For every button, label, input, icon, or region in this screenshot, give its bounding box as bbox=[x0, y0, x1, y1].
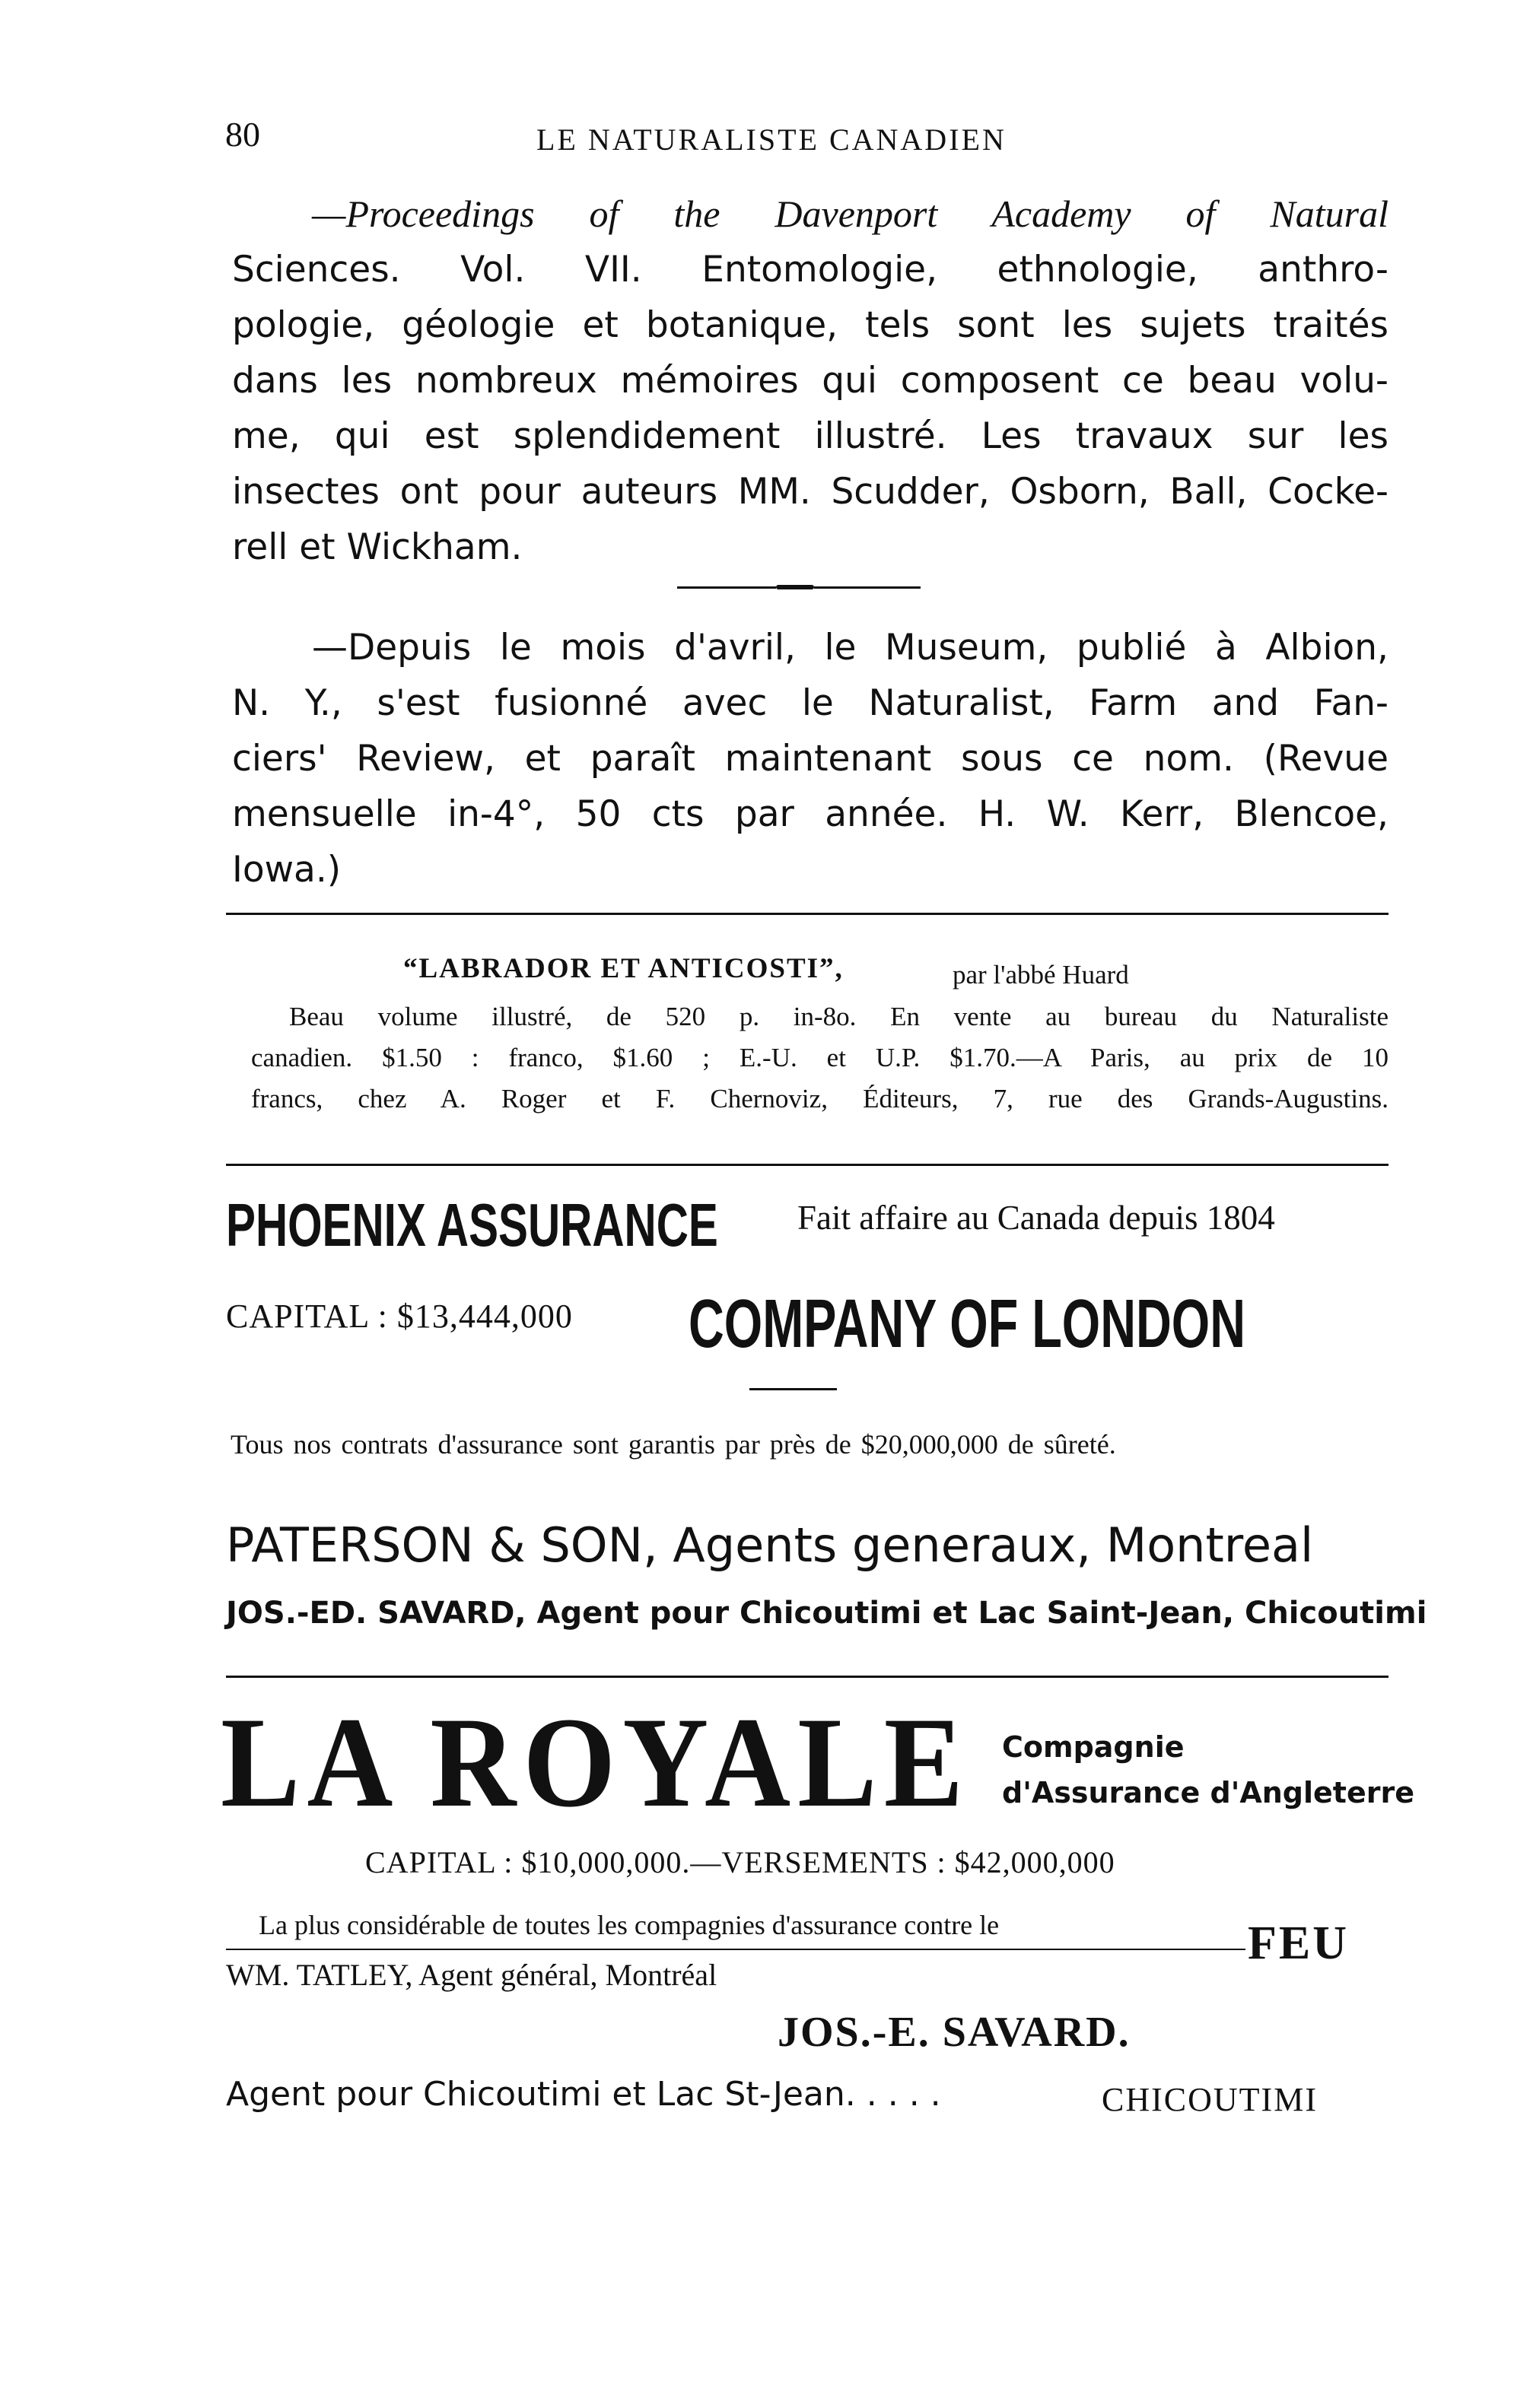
text-line: mensuelle in-4°, 50 cts par année. H. W. Kerr, Blencoe, bbox=[232, 793, 1388, 835]
text-line: —Depuis le mois d'avril, le Museum, publié à Albion, bbox=[312, 627, 1388, 669]
text-line: Iowa.) bbox=[232, 849, 342, 891]
phoenix-agents: PATERSON & SON, Agents generaux, Montreal bbox=[226, 1517, 1314, 1573]
text-line: Sciences. Vol. VII. Entomologie, ethnologie, anthro- bbox=[232, 249, 1388, 291]
section-rule bbox=[226, 1676, 1388, 1678]
royale-savard: JOS.-E. SAVARD. bbox=[778, 2009, 1131, 2056]
paragraph-museum bbox=[232, 620, 1388, 897]
paragraph-davenport bbox=[232, 186, 1388, 575]
labrador-description bbox=[251, 996, 1388, 1120]
phoenix-local-agent: JOS.-ED. SAVARD, Agent pour Chicoutimi et Lac Saint-Jean, Chicoutimi bbox=[226, 1596, 1427, 1631]
phoenix-capital: CAPITAL : $13,444,000 bbox=[226, 1298, 573, 1335]
royale-capital: CAPITAL : $10,000,000.—VERSEMENTS : $42,000,000 bbox=[365, 1845, 1115, 1879]
section-rule bbox=[226, 1164, 1388, 1166]
royale-general-agent: WM. TATLEY, Agent général, Montréal bbox=[226, 1958, 717, 1992]
section-rule bbox=[226, 913, 1388, 915]
royale-feu: FEU bbox=[1248, 1917, 1349, 1969]
phoenix-name: PHOENIX ASSURANCE bbox=[226, 1191, 718, 1259]
text-line: pologie, géologie et botanique, tels sont les sujets traités bbox=[232, 304, 1388, 346]
labrador-title: “LABRADOR ET ANTICOSTI”, bbox=[403, 953, 844, 984]
text-line: canadien. $1.50 : franco, $1.60 ; E.-U. et U.P. $1.70.—A Paris, au prix de 10 bbox=[251, 1043, 1388, 1072]
royale-agent-line: Agent pour Chicoutimi et Lac St-Jean. . . . . bbox=[226, 2075, 941, 2114]
text-line: rell et Wickham. bbox=[232, 526, 523, 568]
tagline-underline bbox=[226, 1949, 1245, 1950]
text-line: —Proceedings of the Davenport Academy of Natural bbox=[312, 192, 1388, 235]
text-line: insectes ont pour auteurs MM. Scudder, Osborn, Ball, Cocke- bbox=[232, 471, 1388, 513]
text-line: dans les nombreux mémoires qui composent ce beau volu- bbox=[232, 360, 1388, 402]
page-number: 80 bbox=[225, 115, 260, 154]
royale-subtitle-1: Compagnie bbox=[1002, 1730, 1185, 1764]
phoenix-company: COMPANY OF LONDON bbox=[689, 1286, 1246, 1362]
text-line: N. Y., s'est fusionné avec le Naturalist, Farm and Fan- bbox=[232, 682, 1388, 724]
phoenix-guarantee: Tous nos contrats d'assurance sont garantis par près de $20,000,000 de sûreté. bbox=[231, 1429, 1116, 1460]
text-line: ciers' Review, et paraît maintenant sous ce nom. (Revue bbox=[232, 738, 1388, 780]
running-title: LE NATURALISTE CANADIEN bbox=[536, 122, 1007, 157]
short-rule bbox=[749, 1388, 837, 1390]
labrador-byline: par l'abbé Huard bbox=[953, 960, 1129, 990]
ornament-divider bbox=[677, 585, 921, 589]
text-line: francs, chez A. Roger et F. Chernoviz, Éditeurs, 7, rue des Grands-Augustins. bbox=[251, 1084, 1388, 1113]
phoenix-since: Fait affaire au Canada depuis 1804 bbox=[797, 1199, 1275, 1237]
royale-city: CHICOUTIMI bbox=[1102, 2081, 1318, 2118]
royale-name: LA ROYALE bbox=[221, 1691, 971, 1834]
text-line: Beau volume illustré, de 520 p. in-8o. En vente au bureau du Naturaliste bbox=[289, 1002, 1388, 1031]
royale-tagline: La plus considérable de toutes les compagnies d'assurance contre le bbox=[259, 1910, 1000, 1940]
royale-subtitle-2: d'Assurance d'Angleterre bbox=[1002, 1776, 1414, 1809]
text-line: me, qui est splendidement illustré. Les travaux sur les bbox=[232, 415, 1388, 457]
